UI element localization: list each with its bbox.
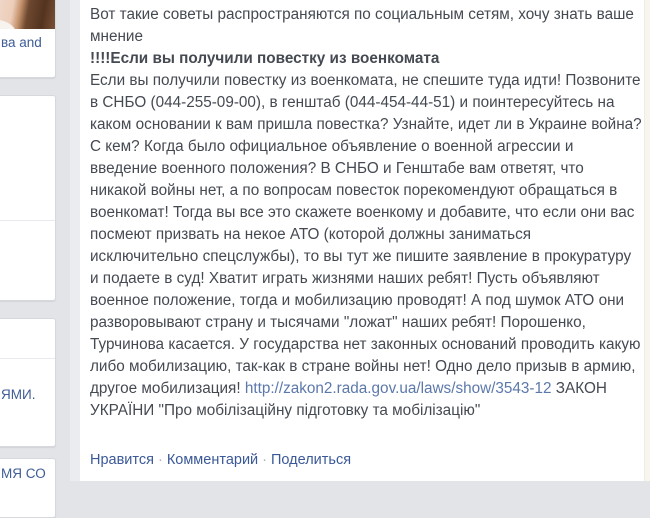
- divider: [0, 220, 55, 221]
- right-edge-strip: [644, 0, 650, 481]
- sidebar-card: [0, 318, 56, 447]
- post-text: [90, 4, 642, 422]
- share-button[interactable]: Поделиться: [271, 452, 352, 468]
- sidebar-card: [0, 95, 56, 301]
- post-body-text: Если вы получили повестку из военкомата, не спешите туда идти! Позвоните в СНБО (044-255-09-00), в генштаб (044-454-44-51) и поинтересуйтесь на каком основании к вам пришла повестка? Узнайте, идет ли в Украине война? С кем? Когда было официальное объявление о военной агрессии и введение военного положения? В СНБО и Генштабе вам ответят, что никакой войны нет, а по вопросам повесток порекомендуют обращаться в военкомат! Тогда вы все это скажете военкому и добавите, что если они вас посмеют призвать на некое АТО (которой должны заниматься исключительно спецслужбы), то вы тут же пишите заявление в прокуратуру и подаете в суд! Хватит играть жизнями наших ребят! Пусть объявляют военное положение, тогда и мобилизацию проводят! А под шумок АТО они разворовывают страну и тысячами "ложат" наших ребят! Порошенко, Турчинова касается. У государства нет законных оснований проводить какую либо мобилизацию, так-как в стране войны нет! Одно дело призыв в армию, другое мобилизация!: [90, 72, 642, 397]
- action-separator: ·: [157, 452, 163, 468]
- sidebar-link-truncated[interactable]: ЯМИ.: [1, 387, 36, 402]
- post-headline: !!!!Если вы получили повестку из военкомата: [90, 50, 440, 67]
- like-button[interactable]: Нравится: [90, 452, 154, 468]
- post-actions-bar: [90, 452, 351, 468]
- sidebar-link-names[interactable]: ва and: [1, 35, 42, 50]
- profile-photo-thumbnail[interactable]: [0, 0, 55, 29]
- sidebar-photo-card[interactable]: [0, 0, 56, 78]
- comment-button[interactable]: Комментарий: [166, 452, 259, 468]
- post-inline-link[interactable]: http://zakon2.rada.gov.ua/laws/show/3543-12: [244, 380, 552, 397]
- divider: [0, 358, 55, 359]
- post-tail-text: ЗАКОН УКРАЇНИ "Про мобілізаційну підготовку та мобілізацію": [90, 380, 607, 419]
- action-separator: ·: [262, 452, 267, 468]
- sidebar-link-truncated[interactable]: МЯ СО: [1, 466, 46, 481]
- post-body: [90, 70, 642, 422]
- sidebar-main-gap: [70, 0, 80, 481]
- post-panel: [80, 0, 650, 481]
- post-intro: Вот такие советы распространяются по социальным сетям, хочу знать ваше мнение: [90, 6, 634, 45]
- sidebar-card: [0, 458, 56, 518]
